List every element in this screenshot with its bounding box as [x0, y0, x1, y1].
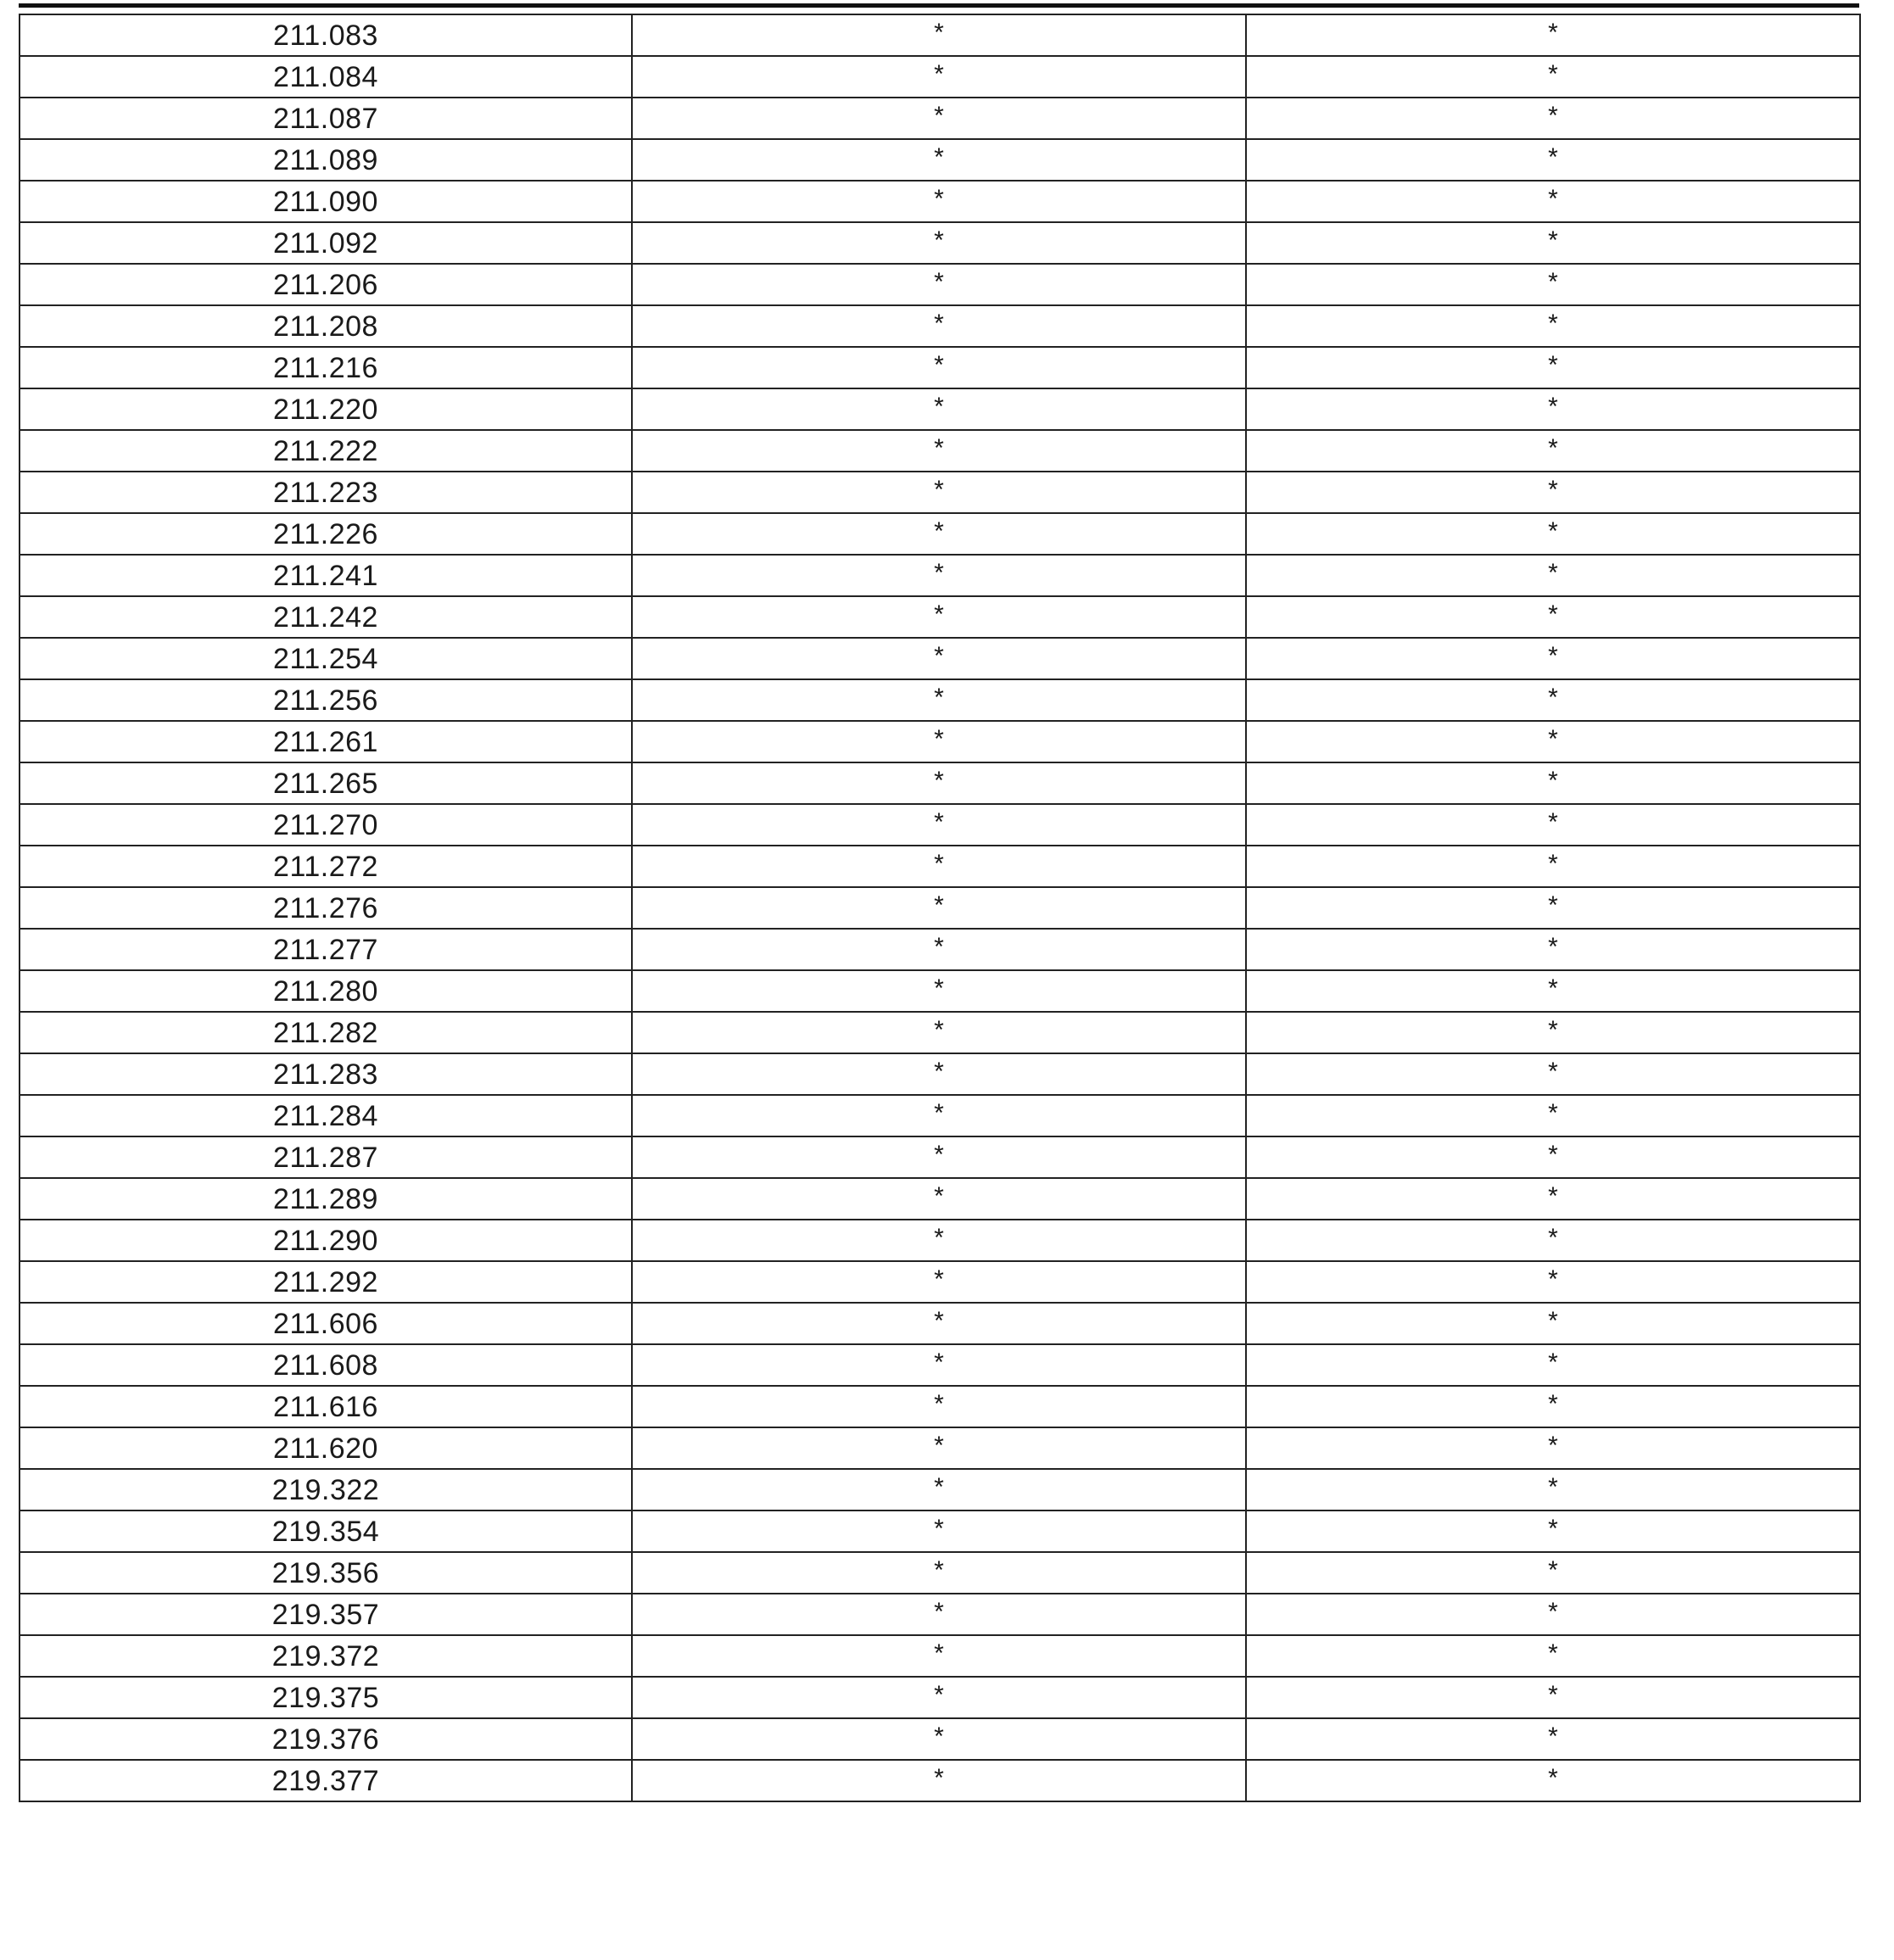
asterisk-cell: *	[1246, 555, 1860, 596]
code-cell: 211.620	[20, 1427, 632, 1469]
asterisk-cell: *	[632, 1552, 1246, 1594]
code-cell: 211.216	[20, 347, 632, 388]
code-cell: 211.222	[20, 430, 632, 472]
table-row	[20, 181, 1860, 222]
code-cell: 211.087	[20, 98, 632, 139]
code-cell: 211.223	[20, 472, 632, 513]
asterisk-cell: *	[632, 1469, 1246, 1510]
asterisk-cell: *	[1246, 1261, 1860, 1303]
asterisk-cell: *	[1246, 1760, 1860, 1801]
asterisk-cell: *	[1246, 1552, 1860, 1594]
code-cell: 219.372	[20, 1635, 632, 1677]
table-row	[20, 222, 1860, 264]
asterisk-cell: *	[1246, 139, 1860, 181]
code-cell: 211.290	[20, 1220, 632, 1261]
code-cell: 211.089	[20, 139, 632, 181]
asterisk-cell: *	[632, 98, 1246, 139]
asterisk-cell: *	[632, 181, 1246, 222]
asterisk-cell: *	[632, 305, 1246, 347]
asterisk-cell: *	[1246, 1386, 1860, 1427]
table-row	[20, 929, 1860, 970]
asterisk-cell: *	[632, 430, 1246, 472]
code-cell: 211.292	[20, 1261, 632, 1303]
table-row	[20, 56, 1860, 98]
asterisk-cell: *	[632, 1344, 1246, 1386]
code-cell: 211.084	[20, 56, 632, 98]
asterisk-cell: *	[632, 56, 1246, 98]
code-cell: 219.354	[20, 1510, 632, 1552]
asterisk-cell: *	[1246, 347, 1860, 388]
code-cell: 211.282	[20, 1012, 632, 1053]
code-cell: 211.261	[20, 721, 632, 762]
asterisk-cell: *	[1246, 721, 1860, 762]
asterisk-cell: *	[632, 1594, 1246, 1635]
table-row	[20, 1677, 1860, 1718]
code-cell: 211.287	[20, 1136, 632, 1178]
table-row	[20, 347, 1860, 388]
code-table-body	[20, 14, 1860, 1801]
code-cell: 219.356	[20, 1552, 632, 1594]
asterisk-cell: *	[632, 721, 1246, 762]
asterisk-cell: *	[632, 14, 1246, 56]
asterisk-cell: *	[632, 762, 1246, 804]
asterisk-cell: *	[632, 555, 1246, 596]
asterisk-cell: *	[1246, 596, 1860, 638]
table-row	[20, 1718, 1860, 1760]
code-cell: 211.606	[20, 1303, 632, 1344]
asterisk-cell: *	[632, 1510, 1246, 1552]
asterisk-cell: *	[1246, 388, 1860, 430]
asterisk-cell: *	[1246, 56, 1860, 98]
table-row	[20, 1178, 1860, 1220]
asterisk-cell: *	[632, 970, 1246, 1012]
asterisk-cell: *	[632, 1178, 1246, 1220]
table-row	[20, 1303, 1860, 1344]
table-row	[20, 98, 1860, 139]
asterisk-cell: *	[1246, 1012, 1860, 1053]
asterisk-cell: *	[1246, 1469, 1860, 1510]
asterisk-cell: *	[1246, 846, 1860, 887]
asterisk-cell: *	[632, 1677, 1246, 1718]
asterisk-cell: *	[632, 1220, 1246, 1261]
table-row	[20, 762, 1860, 804]
asterisk-cell: *	[632, 887, 1246, 929]
asterisk-cell: *	[632, 1136, 1246, 1178]
code-cell: 211.265	[20, 762, 632, 804]
table-row	[20, 1261, 1860, 1303]
table-row	[20, 679, 1860, 721]
asterisk-cell: *	[632, 929, 1246, 970]
code-cell: 211.277	[20, 929, 632, 970]
asterisk-cell: *	[1246, 1220, 1860, 1261]
table-row	[20, 1012, 1860, 1053]
asterisk-cell: *	[632, 638, 1246, 679]
asterisk-cell: *	[632, 1261, 1246, 1303]
table-row	[20, 472, 1860, 513]
asterisk-cell: *	[632, 1718, 1246, 1760]
code-cell: 211.616	[20, 1386, 632, 1427]
asterisk-cell: *	[1246, 804, 1860, 846]
table-row	[20, 305, 1860, 347]
code-cell: 211.092	[20, 222, 632, 264]
table-row	[20, 1386, 1860, 1427]
asterisk-cell: *	[1246, 1510, 1860, 1552]
table-row	[20, 430, 1860, 472]
code-cell: 211.284	[20, 1095, 632, 1136]
code-cell: 211.241	[20, 555, 632, 596]
code-cell: 211.608	[20, 1344, 632, 1386]
asterisk-cell: *	[632, 804, 1246, 846]
asterisk-cell: *	[1246, 1635, 1860, 1677]
asterisk-cell: *	[632, 1053, 1246, 1095]
code-cell: 219.377	[20, 1760, 632, 1801]
code-cell: 211.289	[20, 1178, 632, 1220]
asterisk-cell: *	[632, 1386, 1246, 1427]
code-cell: 211.256	[20, 679, 632, 721]
code-cell: 211.283	[20, 1053, 632, 1095]
asterisk-cell: *	[1246, 14, 1860, 56]
asterisk-cell: *	[632, 222, 1246, 264]
asterisk-cell: *	[1246, 638, 1860, 679]
code-cell: 211.272	[20, 846, 632, 887]
code-cell: 211.276	[20, 887, 632, 929]
code-table	[19, 14, 1861, 1802]
code-cell: 219.375	[20, 1677, 632, 1718]
code-cell: 211.254	[20, 638, 632, 679]
table-row	[20, 1510, 1860, 1552]
table-row	[20, 264, 1860, 305]
table-row	[20, 1469, 1860, 1510]
asterisk-cell: *	[1246, 305, 1860, 347]
asterisk-cell: *	[632, 846, 1246, 887]
asterisk-cell: *	[1246, 1053, 1860, 1095]
asterisk-cell: *	[632, 1427, 1246, 1469]
asterisk-cell: *	[1246, 222, 1860, 264]
asterisk-cell: *	[1246, 1718, 1860, 1760]
table-row	[20, 1344, 1860, 1386]
table-row	[20, 638, 1860, 679]
table-row	[20, 555, 1860, 596]
table-row	[20, 804, 1860, 846]
asterisk-cell: *	[632, 1095, 1246, 1136]
table-row	[20, 970, 1860, 1012]
asterisk-cell: *	[632, 1760, 1246, 1801]
code-cell: 211.090	[20, 181, 632, 222]
table-row	[20, 596, 1860, 638]
table-row	[20, 1427, 1860, 1469]
asterisk-cell: *	[1246, 1178, 1860, 1220]
table-row	[20, 1552, 1860, 1594]
asterisk-cell: *	[1246, 513, 1860, 555]
asterisk-cell: *	[632, 513, 1246, 555]
asterisk-cell: *	[1246, 929, 1860, 970]
table-row	[20, 846, 1860, 887]
top-rule	[19, 3, 1859, 8]
asterisk-cell: *	[632, 139, 1246, 181]
code-cell: 219.322	[20, 1469, 632, 1510]
table-row	[20, 721, 1860, 762]
table-row	[20, 14, 1860, 56]
table-row	[20, 887, 1860, 929]
table-row	[20, 139, 1860, 181]
asterisk-cell: *	[1246, 264, 1860, 305]
code-cell: 211.220	[20, 388, 632, 430]
table-row	[20, 1095, 1860, 1136]
code-cell: 211.083	[20, 14, 632, 56]
asterisk-cell: *	[1246, 1303, 1860, 1344]
code-cell: 211.280	[20, 970, 632, 1012]
asterisk-cell: *	[632, 679, 1246, 721]
asterisk-cell: *	[632, 1012, 1246, 1053]
asterisk-cell: *	[632, 388, 1246, 430]
asterisk-cell: *	[1246, 430, 1860, 472]
table-row	[20, 1760, 1860, 1801]
code-cell: 211.270	[20, 804, 632, 846]
asterisk-cell: *	[632, 1635, 1246, 1677]
asterisk-cell: *	[1246, 970, 1860, 1012]
code-cell: 211.208	[20, 305, 632, 347]
asterisk-cell: *	[632, 347, 1246, 388]
code-cell: 219.376	[20, 1718, 632, 1760]
asterisk-cell: *	[1246, 762, 1860, 804]
table-row	[20, 1594, 1860, 1635]
asterisk-cell: *	[632, 596, 1246, 638]
asterisk-cell: *	[1246, 98, 1860, 139]
table-row	[20, 1053, 1860, 1095]
asterisk-cell: *	[1246, 1136, 1860, 1178]
asterisk-cell: *	[1246, 679, 1860, 721]
table-row	[20, 1635, 1860, 1677]
asterisk-cell: *	[1246, 887, 1860, 929]
asterisk-cell: *	[1246, 1095, 1860, 1136]
table-row	[20, 1136, 1860, 1178]
table-row	[20, 388, 1860, 430]
code-cell: 211.226	[20, 513, 632, 555]
asterisk-cell: *	[1246, 1594, 1860, 1635]
code-cell: 211.242	[20, 596, 632, 638]
asterisk-cell: *	[1246, 1344, 1860, 1386]
asterisk-cell: *	[632, 1303, 1246, 1344]
asterisk-cell: *	[1246, 1427, 1860, 1469]
asterisk-cell: *	[1246, 1677, 1860, 1718]
code-cell: 211.206	[20, 264, 632, 305]
code-cell: 219.357	[20, 1594, 632, 1635]
asterisk-cell: *	[1246, 181, 1860, 222]
table-row	[20, 1220, 1860, 1261]
asterisk-cell: *	[632, 264, 1246, 305]
asterisk-cell: *	[1246, 472, 1860, 513]
table-row	[20, 513, 1860, 555]
asterisk-cell: *	[632, 472, 1246, 513]
